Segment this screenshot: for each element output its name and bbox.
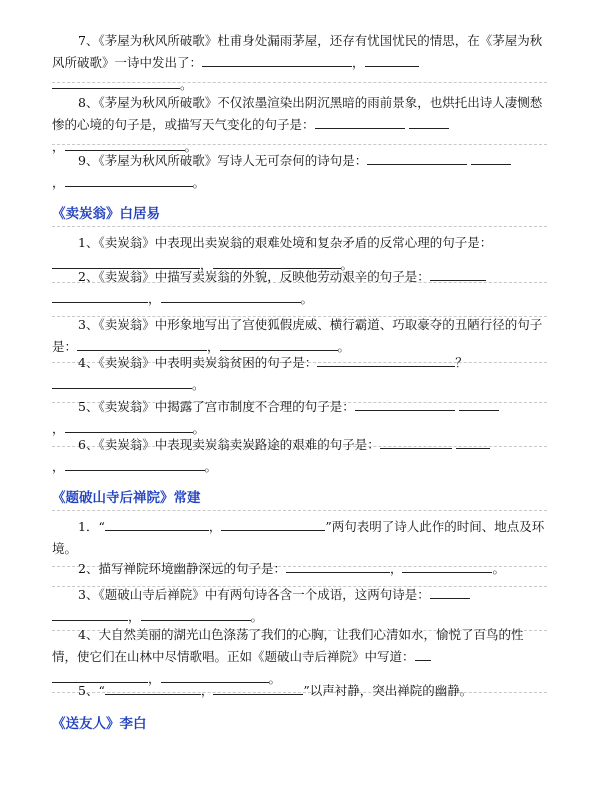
question-number: 4、: [78, 355, 99, 370]
question-number: 7、: [78, 33, 99, 48]
question-text: 《卖炭翁》中描写卖炭翁的外貌，反映他劳动艰辛的句子是：: [98, 269, 430, 284]
question-text: 《茅屋为秋风所破歌》不仅浓墨渲染出阴沉黑暗的雨前景象，也烘托出诗人凄恻愁惨的心境的句子是，或描写天气变化的句子是：: [52, 95, 543, 132]
question-maitan-3: 3、《卖炭翁》中形象地写出了宫使狐假虎威、横行霸道、巧取豪夺的丑陋行径的句子是： ， 。: [52, 317, 543, 354]
question-maitan-4: 4、《卖炭翁》中表明卖炭翁贫困的句子是： ？ 。: [52, 352, 547, 396]
answer-blank[interactable]: [221, 516, 325, 531]
question-number: 6、: [78, 437, 99, 452]
answer-blank[interactable]: [213, 680, 303, 695]
question-number: 1．: [78, 519, 99, 534]
question-poshan-3: 3、《题破山寺后禅院》中有两句诗各含一个成语，这两句诗是： ， 。: [52, 584, 547, 628]
answer-blank[interactable]: [402, 558, 492, 573]
question-text: 大自然美丽的湖光山色涤荡了我们的心胸，让我们心清如水，愉悦了百鸟的性情，使它们在山林中尽情歌唱。正如《题破山寺后禅院》中写道：: [52, 627, 524, 664]
question-text: ”两句表明了诗人此作的时间、地点及环境。: [52, 519, 545, 556]
answer-blank[interactable]: [105, 516, 209, 531]
divider: [52, 82, 547, 83]
section-heading-maitanweng: 《卖炭翁》白居易: [52, 206, 160, 222]
question-poshan-5: 5、“ ， ”以声衬静，突出禅院的幽静。: [52, 680, 547, 702]
answer-blank[interactable]: [52, 374, 192, 389]
section-heading-poshansi: 《题破山寺后禅院》常建: [52, 490, 201, 506]
answer-blank[interactable]: [430, 584, 470, 599]
answer-blank[interactable]: [315, 114, 405, 129]
question-maitan-6: 6、《卖炭翁》中表现卖炭翁卖炭路途的艰难的句子是： ， 。: [52, 434, 547, 478]
answer-blank[interactable]: [220, 336, 338, 351]
question-poshan-1: 1．“ ， ”两句表明了诗人此作的时间、地点及环境。: [52, 516, 547, 560]
answer-blank[interactable]: [65, 418, 193, 433]
answer-blank[interactable]: [471, 150, 511, 165]
question-number: 1、: [78, 235, 99, 250]
question-maitan-2: 2、《卖炭翁》中描写卖炭翁的外貌，反映他劳动艰辛的句子是： ， 。: [52, 266, 547, 310]
section-heading-songyouren: 《送友人》李白: [52, 716, 147, 732]
answer-blank[interactable]: [409, 114, 449, 129]
divider: [52, 144, 547, 145]
question-text: 《卖炭翁》中表现出卖炭翁的艰难处境和复杂矛盾的反常心理的句子是：: [98, 235, 493, 250]
question-text: 《卖炭翁》中揭露了宫市制度不合理的句子是：: [98, 399, 355, 414]
answer-blank[interactable]: [380, 434, 452, 449]
question-text: 《卖炭翁》中表现卖炭翁卖炭路途的艰难的句子是：: [98, 437, 380, 452]
question-text: 《茅屋为秋风所破歌》写诗人无可奈何的诗句是：: [98, 153, 368, 168]
question-text: 《卖炭翁》中形象地写出了宫使狐假虎威、横行霸道、巧取豪夺的丑陋行径的句子是：: [52, 317, 543, 354]
question-maowu-8: 8、《茅屋为秋风所破歌》不仅浓墨渲染出阴沉黑暗的雨前景象，也烘托出诗人凄恻愁惨的心境的句子是，或描写天气变化的句子是： ， 。: [52, 95, 543, 154]
question-number: 2、: [78, 269, 99, 284]
answer-blank[interactable]: [430, 266, 486, 281]
answer-blank[interactable]: [286, 558, 390, 573]
answer-blank[interactable]: [65, 456, 205, 471]
answer-blank[interactable]: [456, 434, 490, 449]
question-number: 8、: [78, 95, 99, 110]
divider: [52, 510, 547, 511]
answer-blank[interactable]: [367, 150, 467, 165]
question-number: 5、: [78, 683, 99, 698]
question-text: 描写禅院环境幽静深远的句子是：: [98, 561, 286, 576]
question-number: 4、: [78, 627, 99, 642]
answer-blank[interactable]: [365, 52, 419, 67]
answer-blank[interactable]: [65, 172, 193, 187]
answer-blank[interactable]: [317, 352, 455, 367]
question-text: 《卖炭翁》中表明卖炭翁贫困的句子是：: [98, 355, 318, 370]
answer-blank[interactable]: [415, 646, 431, 661]
question-number: 3、: [78, 317, 99, 332]
answer-blank[interactable]: [77, 336, 207, 351]
answer-blank[interactable]: [141, 606, 251, 621]
answer-blank[interactable]: [161, 288, 301, 303]
question-poshan-2: 2、描写禅院环境幽静深远的句子是： ， 。: [52, 558, 547, 580]
answer-blank[interactable]: [459, 396, 499, 411]
question-number: 5、: [78, 399, 99, 414]
question-maitan-5: 5、《卖炭翁》中揭露了宫市制度不合理的句子是： ， 。: [52, 396, 547, 440]
question-maowu-9: 9、《茅屋为秋风所破歌》写诗人无可奈何的诗句是： ， 。: [52, 150, 547, 194]
answer-blank[interactable]: [52, 288, 148, 303]
answer-blank[interactable]: [355, 396, 455, 411]
question-maowu-7: 7、《茅屋为秋风所破歌》杜甫身处漏雨茅屋，还存有忧国忧民的情思，在《茅屋为秋风所破歌》一诗中发出了： ， 。: [52, 33, 543, 92]
question-text: ”以声衬静，突出禅院的幽静。: [303, 683, 473, 698]
question-number: 3、: [78, 587, 99, 602]
question-maitan-1: 1、《卖炭翁》中表现出卖炭翁的艰难处境和复杂矛盾的反常心理的句子是： ， 。: [52, 232, 547, 276]
question-text: 《茅屋为秋风所破歌》杜甫身处漏雨茅屋，还存有忧国忧民的情思，在《茅屋为秋风所破歌》一诗中发出了：: [52, 33, 543, 70]
answer-blank[interactable]: [202, 52, 352, 67]
question-number: 2、: [78, 561, 99, 576]
answer-blank[interactable]: [105, 680, 201, 695]
question-poshan-4: 4、大自然美丽的湖光山色涤荡了我们的心胸，让我们心清如水，愉悦了百鸟的性情，使它们在山林中尽情歌唱。正如《题破山寺后禅院》中写道： ， 。: [52, 627, 524, 686]
answer-blank[interactable]: [52, 606, 128, 621]
question-text: 《题破山寺后禅院》中有两句诗各含一个成语，这两句诗是：: [98, 587, 430, 602]
question-number: 9、: [78, 153, 99, 168]
divider: [52, 226, 547, 227]
